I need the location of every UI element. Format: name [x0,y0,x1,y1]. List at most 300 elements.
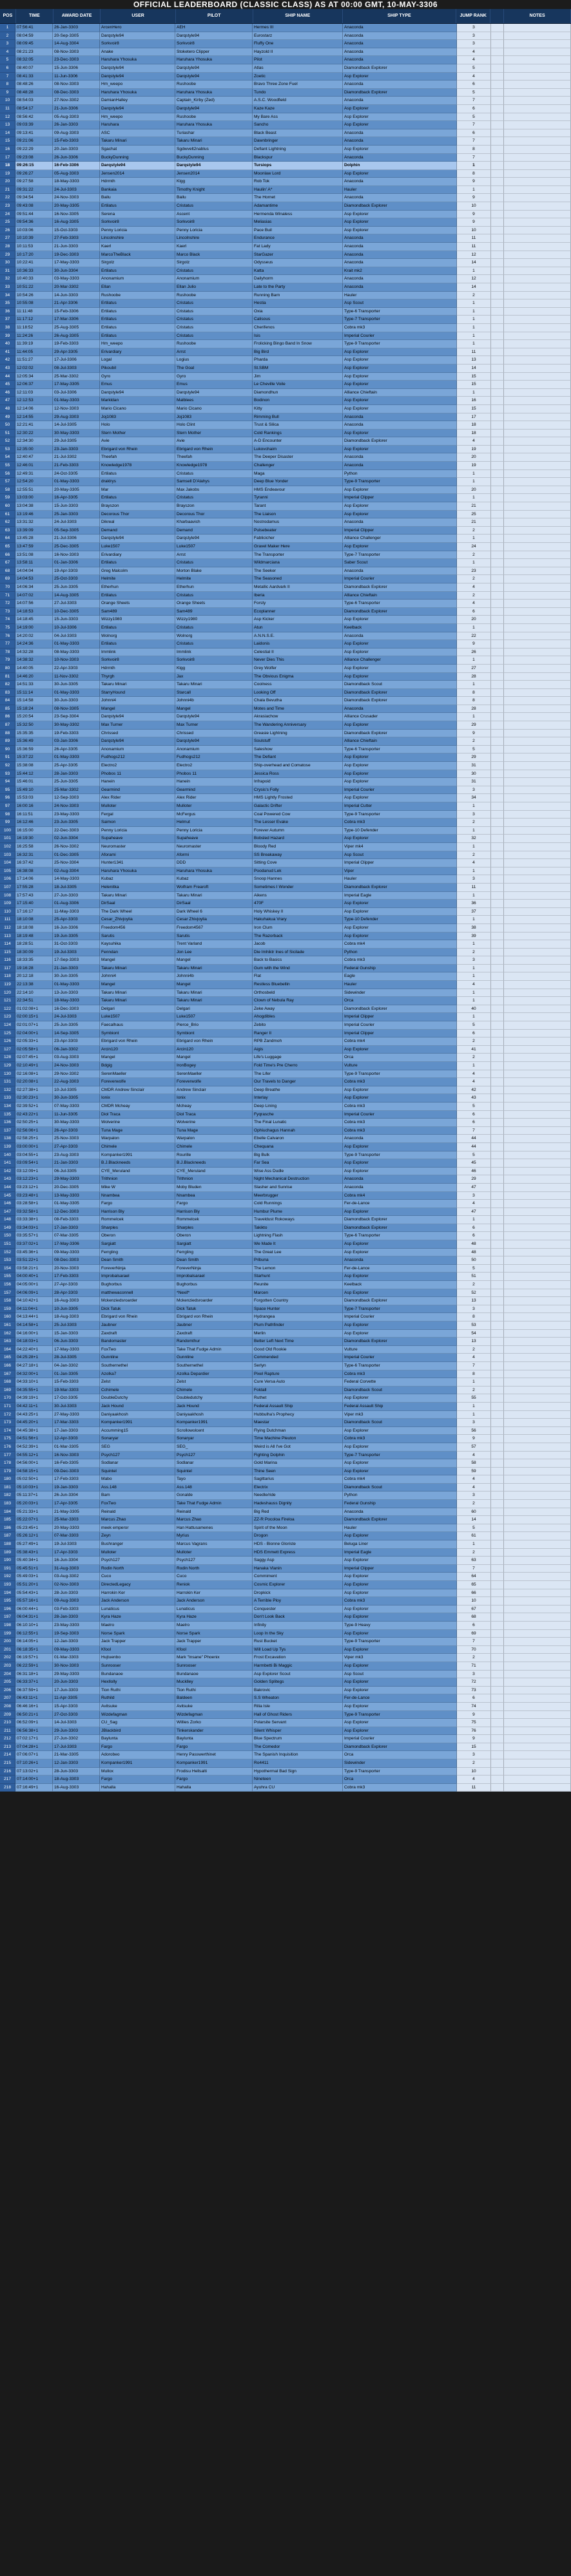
cell-ship-name: Blue Spectrum [253,1735,343,1743]
cell-blank [491,1313,504,1321]
cell-pilot: Jaubner [175,1321,253,1330]
cell-ship-name: Frost Excavation [253,1654,343,1662]
cell-ship-type: Type-6 Transporter [343,600,457,608]
cell-pos: 36 [0,308,15,316]
cell-blank [491,1784,504,1792]
cell-ship-type: Anaconda [343,129,457,138]
cell-time: 04:58:15+1 [15,1468,53,1476]
cell-user: Johnni4 [100,972,175,981]
cell-time: 01:02:08+1 [15,1005,53,1014]
cell-pilot: Warpalon [175,1135,253,1143]
table-row [0,1273,571,1281]
cell-ship-name: Maga [253,470,343,478]
cell-blank [491,1013,504,1021]
cell-ship-name: Kitty [253,405,343,413]
table-row [0,989,571,998]
cell-award-date: 21-May-3305 [53,1508,100,1517]
cell-notes [504,1735,571,1743]
cell-award-date: 23-May-3303 [53,811,100,819]
cell-blank [491,462,504,470]
cell-ship-name: Merlin [253,1330,343,1338]
cell-pos: 78 [0,649,15,657]
cell-notes [504,575,571,583]
cell-ship-type: Cobra mk3 [343,1103,457,1111]
cell-pilot: Rourille [175,1151,253,1160]
cell-jump-rank: 14 [457,365,491,373]
cell-ship-name: Iron Clum [253,924,343,933]
cell-pilot: Starcall [175,689,253,697]
cell-award-date: 20-Jun-3303 [53,1678,100,1687]
cell-ship-name: The Spanish Inquisition [253,1751,343,1759]
cell-pilot: Knowledge1978 [175,462,253,470]
cell-award-date: 13-May-3303 [53,1192,100,1200]
cell-pos: 148 [0,1216,15,1224]
cell-notes [504,551,571,560]
cell-notes [504,770,571,779]
cell-notes [504,1751,571,1759]
cell-blank [491,1573,504,1581]
cell-pilot: Darqstyle94 [175,535,253,543]
cell-pilot: Max Turner [175,721,253,730]
cell-ship-type: Asp Explorer [343,794,457,802]
cell-user: Rodin North [100,1565,175,1573]
table-row [0,1776,571,1784]
cell-pilot: Azolka Depardier [175,1370,253,1379]
cell-pos: 92 [0,762,15,770]
cell-time: 08:48:26 [15,80,53,89]
table-row [0,1046,571,1054]
cell-jump-rank: 3 [457,40,491,48]
cell-pilot: Harrison Bly [175,1208,253,1217]
cell-award-date: 14-Sep-3305 [53,1030,100,1038]
cell-pos: 44 [0,373,15,381]
cell-jump-rank: 2 [457,592,491,600]
cell-ship-type: Anaconda [343,80,457,89]
cell-pos: 47 [0,397,15,405]
cell-time: 12:21:41 [15,421,53,430]
cell-time: 09:31:22 [15,186,53,194]
cell-time: 06:10:10+1 [15,1622,53,1630]
table-row [0,1581,571,1589]
cell-ship-type: Asp Explorer [343,73,457,81]
cell-award-date: 17-Jul-3306 [53,356,100,365]
cell-time: 22:13:38 [15,981,53,989]
cell-award-date: 14-Jun-3303 [53,292,100,300]
table-row [0,446,571,454]
cell-time: 06:04:31+1 [15,1613,53,1622]
cell-ship-name: Dailyhorm [253,275,343,283]
cell-ship-name: Tarant [253,502,343,511]
table-row [0,1151,571,1160]
cell-pos: 94 [0,778,15,786]
cell-ship-name: Ayuhra CU [253,1784,343,1792]
cell-pilot: Electro2 [175,762,253,770]
cell-time: 05:02:50+1 [15,1475,53,1484]
cell-blank [491,753,504,762]
cell-notes [504,1103,571,1111]
cell-pilot: Wizzy1980 [175,616,253,624]
table-row [0,227,571,235]
cell-time: 06:22:59+1 [15,1662,53,1671]
cell-jump-rank: 70 [457,1646,491,1654]
cell-user: Fudhogs212 [100,753,175,762]
cell-ship-type: Asp Explorer [343,170,457,178]
table-row [0,1516,571,1524]
cell-pilot: DirSaal [175,900,253,908]
table-row [0,24,571,32]
cell-user: CMDR Andrew Sinclair [100,1086,175,1095]
table-row [0,608,571,616]
cell-award-date: 17-Sep-3303 [53,956,100,965]
cell-award-date: 02-Jun-3304 [53,835,100,843]
cell-user: Johnni4 [100,697,175,705]
cell-blank [491,851,504,860]
cell-pilot: SerenMaeller [175,1070,253,1079]
cell-award-date: 25-Jun-3305 [53,583,100,592]
cell-pos: 76 [0,632,15,641]
cell-pos: 153 [0,1256,15,1265]
cell-ship-name: Nostrodamus [253,518,343,527]
cell-notes [504,1232,571,1240]
cell-blank [491,1119,504,1127]
cell-time: 15:46:01 [15,778,53,786]
cell-pilot: Baylunta [175,1735,253,1743]
cell-award-date: 16-Nov-3303 [53,1452,100,1460]
cell-ship-name: Cold Rankings [253,430,343,438]
cell-pilot: Sirgolz [175,259,253,267]
cell-pos: 64 [0,535,15,543]
table-row [0,1419,571,1427]
cell-pos: 218 [0,1784,15,1792]
cell-notes [504,1719,571,1727]
cell-pos: 104 [0,859,15,867]
cell-award-date: 23-Dec-3303 [53,56,100,64]
cell-ship-name: Pixel Rapture [253,1370,343,1379]
cell-blank [491,1338,504,1346]
table-row [0,243,571,251]
cell-notes [504,1524,571,1533]
cell-user: Bughorbus [100,1281,175,1289]
cell-pos: 186 [0,1524,15,1533]
cell-ship-type: Anaconda [343,259,457,267]
table-row [0,575,571,583]
cell-time: 03:32:58+1 [15,1208,53,1217]
cell-award-date: 12-Nov-3303 [53,405,100,413]
cell-pilot: Gunnline [175,1354,253,1362]
cell-user: Mulloter [100,1549,175,1557]
cell-award-date: 15-Feb-3303 [53,137,100,146]
cell-pilot: Marco Black [175,251,253,260]
cell-notes [504,786,571,795]
cell-notes [504,535,571,543]
cell-pos: 181 [0,1484,15,1492]
cell-time: 14:24:36 [15,640,53,649]
cell-time: 09:03:39 [15,121,53,129]
cell-ship-type: Asp Explorer [343,1240,457,1249]
cell-notes [504,940,571,949]
cell-jump-rank: 4 [457,1484,491,1492]
cell-pos: 111 [0,916,15,924]
cell-award-date: 17-Feb-3303 [53,1273,100,1281]
cell-jump-rank: 1 [457,1216,491,1224]
cell-notes [504,705,571,714]
cell-ship-name: Restless Bluebellin [253,981,343,989]
table-row [0,1297,571,1305]
table-row [0,1565,571,1573]
cell-time: 15:32:50 [15,721,53,730]
cell-ship-name: Infrapoid [253,778,343,786]
cell-pos: 48 [0,405,15,413]
cell-ship-type: Asp Explorer [343,640,457,649]
cell-user: Kompanker1991 [100,1419,175,1427]
cell-blank [491,730,504,738]
cell-ship-name: Hakuhakua Vrary [253,916,343,924]
cell-notes [504,348,571,357]
cell-ship-name: Rob Tok [253,178,343,186]
cell-ship-name: Defiant Lightning [253,146,343,154]
cell-notes [504,1605,571,1614]
cell-ship-name: Sitting Cove [253,859,343,867]
cell-jump-rank: 1 [457,340,491,348]
cell-user: Immlink [100,649,175,657]
cell-jump-rank: 1 [457,972,491,981]
cell-user: Adorobeo [100,1751,175,1759]
cell-pilot: Jack Anderson [175,1597,253,1605]
cell-award-date: 28-Jun-3303 [53,1768,100,1776]
cell-user: Ertilatus [100,267,175,276]
cell-ship-type: Asp Explorer [343,1687,457,1695]
cell-blank [491,972,504,981]
cell-pilot: Arrst [175,348,253,357]
cell-ship-type: Vulture [343,1062,457,1070]
cell-jump-rank: 65 [457,1581,491,1589]
cell-award-date: 25-Mar-3303 [53,1516,100,1524]
cell-blank [491,146,504,154]
cell-pos: 16 [0,146,15,154]
table-row [0,56,571,64]
cell-blank [491,421,504,430]
cell-ship-type: Diamondback Explorer [343,697,457,705]
cell-time: 04:42:11+1 [15,1403,53,1411]
cell-ship-type: Federal Gunship [343,965,457,973]
cell-user: Takaru Minari [100,137,175,146]
cell-notes [504,170,571,178]
cell-blank [491,332,504,341]
cell-pos: 74 [0,616,15,624]
cell-pilot: Alex Rider [175,794,253,802]
cell-jump-rank: 9 [457,640,491,649]
cell-award-date: 06-Jan-3302 [53,1046,100,1054]
cell-time: 12:40:47 [15,453,53,462]
cell-jump-rank: 1 [457,535,491,543]
table-row [0,819,571,827]
cell-blank [491,1208,504,1217]
cell-ship-type: Imperial Clipper [343,494,457,502]
cell-time: 05:11:37+1 [15,1492,53,1500]
cell-award-date: 03-Aug-3303 [53,1054,100,1062]
col-header-pos: POS [0,9,16,23]
cell-ship-type: Asp Explorer [343,778,457,786]
cell-jump-rank: 17 [457,413,491,422]
cell-ship-type: Asp Explorer [343,446,457,454]
table-row [0,1094,571,1103]
cell-jump-rank: 2 [457,1654,491,1662]
cell-award-date: 18-Jul-3305 [53,884,100,892]
cell-notes [504,1119,571,1127]
cell-user: Sunrooser [100,1662,175,1671]
cell-pilot: Fargo [175,1743,253,1752]
cell-ship-type: Asp Explorer [343,673,457,681]
cell-blank [491,1346,504,1354]
table-row [0,1135,571,1143]
cell-pilot: Mulloter [175,1549,253,1557]
cell-ship-type: Type-9 Transporter [343,811,457,819]
cell-jump-rank: 10 [457,227,491,235]
cell-pos: 61 [0,511,15,519]
cell-pilot: Cristatus [175,640,253,649]
cell-ship-type: Sidewinder [343,989,457,998]
cell-notes [504,24,571,32]
cell-blank [491,1662,504,1671]
cell-jump-rank: 29 [457,1175,491,1184]
cell-user: ArcenHero [100,24,175,32]
cell-pos: 168 [0,1378,15,1387]
cell-award-date: 21-Jan-3303 [53,965,100,973]
cell-time: 18:18:08 [15,924,53,933]
cell-ship-type: Type-10 Defender [343,827,457,835]
cell-award-date: 01-May-3303 [53,397,100,405]
cell-pos: 122 [0,1005,15,1014]
cell-pilot: Dick Tatuk [175,1305,253,1314]
table-row [0,146,571,154]
cell-pilot: Helmite [175,575,253,583]
cell-pos: 188 [0,1540,15,1549]
cell-user: Bushranger [100,1540,175,1549]
cell-pilot: Mangel [175,981,253,989]
cell-award-date: 16-Aug-3305 [53,218,100,227]
cell-pos: 95 [0,786,15,795]
cell-ship-type: Keelback [343,1281,457,1289]
cell-pilot: Myrius [175,1532,253,1540]
cell-award-date: 08-Nov-3305 [53,705,100,714]
col-header-time: TIME [16,9,53,23]
cell-blank [491,227,504,235]
cell-ship-type: Type-9 Heavy [343,1622,457,1630]
cell-ship-name: Deep Blue Yonder [253,478,343,486]
table-row [0,1678,571,1687]
cell-award-date: 16-Nov-3305 [53,211,100,219]
cell-notes [504,1378,571,1387]
cell-time: 12:12:53 [15,397,53,405]
cell-pos: 89 [0,737,15,746]
cell-pos: 84 [0,697,15,705]
cell-time: 11:24:26 [15,332,53,341]
table-row [0,1249,571,1257]
cell-blank [491,292,504,300]
cell-user: Norse Spark [100,1630,175,1638]
cell-time: 16:38:08 [15,867,53,876]
cell-pilot: Chimele [175,1143,253,1151]
cell-ship-name: Dawnbringer [253,137,343,146]
cell-notes [504,1054,571,1062]
cell-jump-rank: 11 [457,1784,491,1792]
cell-time: 07:14:00+1 [15,1776,53,1784]
cell-user: Jack Trapper [100,1638,175,1646]
cell-pilot: Kaerl [175,243,253,251]
cell-award-date: 16-Feb-3305 [53,1459,100,1468]
cell-notes [504,1703,571,1711]
cell-time: 08:09:45 [15,40,53,48]
cell-award-date: 28-Jul-3305 [53,1354,100,1362]
cell-pos: 86 [0,713,15,721]
cell-blank [491,356,504,365]
cell-jump-rank: 2 [457,737,491,746]
cell-ship-name: Hestia [253,299,343,308]
cell-award-date: 30-Jun-3305 [53,1094,100,1103]
cell-notes [504,186,571,194]
cell-jump-rank: 6 [457,1694,491,1703]
cell-blank [491,737,504,746]
cell-jump-rank: 1 [457,989,491,998]
cell-blank [491,770,504,779]
cell-ship-name: Sometimes I Wonder [253,884,343,892]
cell-user: Darqstyle94 [100,105,175,113]
cell-blank [491,997,504,1005]
cell-ship-name: Dropkick [253,1589,343,1598]
cell-time: 18:30:09 [15,949,53,957]
table-row [0,1062,571,1070]
cell-notes [504,892,571,900]
cell-pilot: Sharples [175,1224,253,1233]
cell-award-date: 10-Jul-3306 [53,624,100,632]
cell-pos: 191 [0,1565,15,1573]
table-row [0,1638,571,1646]
cell-user: Haruhara Yhosuka [100,89,175,97]
cell-notes [504,324,571,332]
cell-notes [504,1070,571,1079]
cell-user: Hujtuenbo [100,1654,175,1662]
cell-time: 05:38:43+1 [15,1549,53,1557]
cell-ship-name: Pace Buil [253,227,343,235]
cell-user: Hanein [100,778,175,786]
cell-ship-name: Big Red [253,1508,343,1517]
cell-pos: 201 [0,1646,15,1654]
cell-notes [504,1062,571,1070]
cell-jump-rank: 3 [457,32,491,41]
cell-blank [491,689,504,697]
cell-blank [491,1638,504,1646]
cell-notes [504,121,571,129]
table-row [0,1224,571,1233]
cell-user: Ertilatus [100,470,175,478]
cell-time: 09:34:54 [15,194,53,202]
cell-ship-type: Anaconda [343,1508,457,1517]
cell-blank [491,1321,504,1330]
cell-ship-type: Asp Explorer [343,502,457,511]
cell-award-date: 25-Dec-3305 [53,543,100,551]
cell-blank [491,665,504,673]
cell-jump-rank: 1 [457,1013,491,1021]
cell-award-date: 21-Jun-3306 [53,105,100,113]
cell-time: 10:51:22 [15,283,53,292]
cell-blank [491,202,504,211]
cell-blank [491,494,504,502]
cell-time: 04:33:10+1 [15,1378,53,1387]
cell-time: 13:31:32 [15,518,53,527]
cell-award-date: 16-Feb-3306 [53,162,100,170]
cell-notes [504,1305,571,1314]
cell-ship-type: Anaconda [343,40,457,48]
